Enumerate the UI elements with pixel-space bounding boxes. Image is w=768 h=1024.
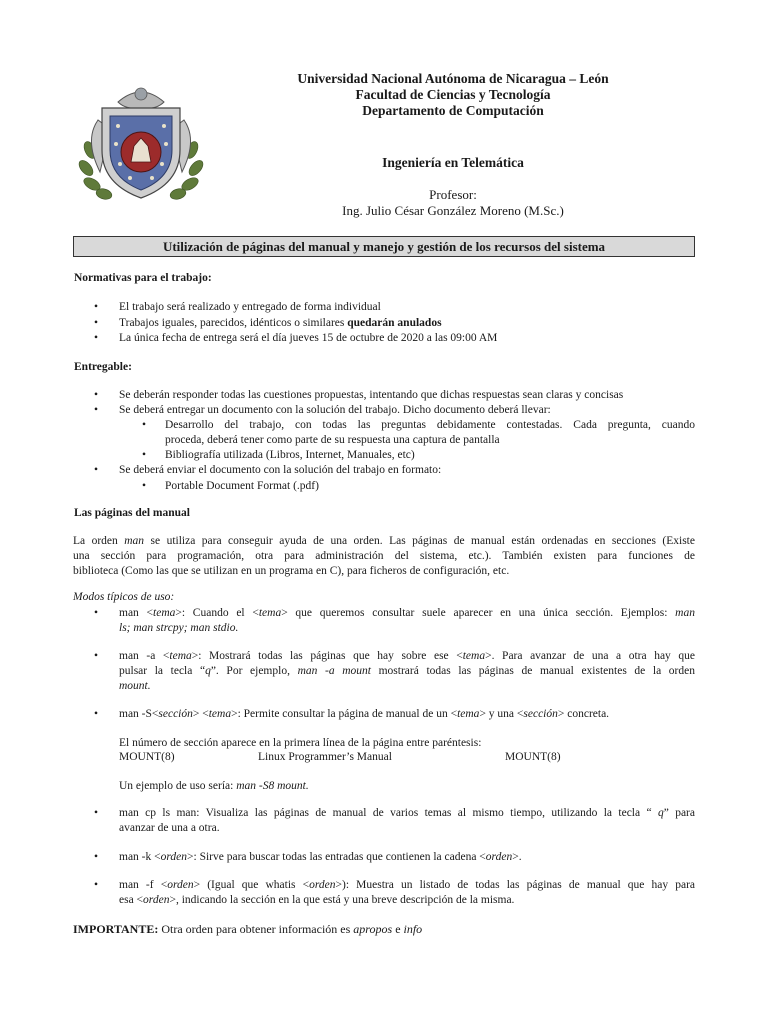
text: Otra orden para obtener información es — [158, 922, 354, 936]
entregable-subitem: Bibliografía utilizada (Libros, Internet, Manuales, etc) — [165, 449, 415, 461]
modos-label: Modos típicos de uso: — [73, 591, 175, 603]
bullet-icon: • — [94, 807, 99, 819]
text: esa < — [119, 894, 144, 906]
text: >. Para avanzar de una a otra hay que — [485, 650, 695, 662]
text: man < — [119, 607, 154, 619]
text: pulsar la tecla “ — [119, 665, 206, 677]
bullet-icon: • — [142, 419, 147, 431]
manual-paragraph-line: una sección para programación, otra para administración del sistema, etc.). También existen para funciones de — [73, 550, 695, 562]
text: >: Sirve para buscar todas las entradas que contienen la cadena < — [187, 851, 486, 863]
bullet-icon: • — [142, 480, 147, 492]
mount-right: MOUNT(8) — [505, 751, 561, 763]
text: man cp ls man: Visualiza las páginas de manual de varios temas al mismo tiempo, utilizando la tecla “ — [119, 807, 658, 819]
text-italic: orden — [160, 851, 188, 863]
important-label: IMPORTANTE: — [73, 922, 159, 936]
text: >, indicando la sección en la que está y una breve descripción de la misma. — [169, 894, 515, 906]
usage-man-a-cont — [119, 664, 695, 679]
usage-man-k — [119, 850, 522, 865]
entregable-subitem: Portable Document Format (.pdf) — [165, 480, 319, 492]
text: >): Muestra un listado de todas las páginas de manual que hay para — [335, 879, 696, 891]
entregable-subitem: Desarrollo del trabajo, con todas las preguntas debidamente contestadas. Cada pregunta, cuando — [165, 419, 695, 431]
text: Un ejemplo de uso sería: — [119, 780, 237, 792]
text-italic: tema — [208, 708, 232, 720]
text-italic: tema — [457, 708, 480, 720]
department-name: Departamento de Computación — [362, 103, 544, 118]
text: mostrará todas las páginas de manual existentes de la orden — [370, 665, 695, 677]
text-italic: tema — [462, 650, 486, 662]
usage-man-a-cont: mount. — [119, 680, 151, 692]
section-note: El número de sección aparece en la primera línea de la página entre paréntesis: — [119, 737, 482, 749]
document-title: Utilización de páginas del manual y manejo y gestión de los recursos del sistema — [162, 239, 606, 254]
text-italic: man — [124, 535, 145, 547]
bullet-icon: • — [94, 317, 99, 329]
text: >: Permite consultar la página de manual de un < — [231, 708, 458, 720]
university-crest-icon — [76, 80, 206, 204]
text-italic: apropos — [353, 922, 393, 936]
text: > < — [192, 708, 209, 720]
usage-man-multi — [119, 806, 695, 821]
text: man -k < — [119, 851, 161, 863]
bullet-icon: • — [94, 332, 99, 344]
usage-man-cont: ls; man strcpy; man stdio. — [119, 622, 239, 634]
professor-label: Profesor: — [429, 187, 477, 202]
usage-example — [119, 779, 309, 794]
entregable-item: Se deberán responder todas las cuestiones propuestas, intentando que dichas respuestas sean claras y concisas — [119, 389, 624, 401]
text-italic: orden — [143, 894, 170, 906]
text-italic: tema — [169, 650, 192, 662]
university-name: Universidad Nacional Autónoma de Nicaragua – León — [297, 71, 609, 86]
text: man -S< — [119, 708, 159, 720]
mount-left: MOUNT(8) — [119, 751, 175, 763]
entregable-subitem-cont: proceda, deberá tener como parte de su respuesta una captura de pantalla — [165, 434, 500, 446]
normativa-item: El trabajo será realizado y entregado de forma individual — [119, 301, 381, 313]
text-italic: q — [657, 807, 664, 819]
text-italic: tema — [258, 607, 282, 619]
text: e — [392, 922, 404, 936]
text: se utiliza para conseguir ayuda de una orden. Las páginas de manual están ordenadas en secciones (Existe — [144, 535, 695, 547]
text: > (Igual que whatis < — [193, 879, 310, 891]
usage-man-f-cont — [119, 893, 514, 908]
bullet-icon: • — [142, 449, 147, 461]
manual-heading: Las páginas del manual — [74, 507, 190, 519]
text: >: Cuando el < — [175, 607, 259, 619]
bullet-icon: • — [94, 879, 99, 891]
usage-man-multi-cont: avanzar de una a otra. — [119, 822, 220, 834]
text: > y una < — [479, 708, 524, 720]
bullet-icon: • — [94, 650, 99, 662]
text: La orden — [73, 535, 125, 547]
text: man -f < — [119, 879, 168, 891]
bullet-icon: • — [94, 708, 99, 720]
text-italic: man — [675, 607, 695, 619]
bullet-icon: • — [94, 389, 99, 401]
program-name: Ingeniería en Telemática — [382, 155, 524, 170]
entregable-item: Se deberá enviar el documento con la solución del trabajo en formato: — [119, 464, 442, 476]
bullet-icon: • — [94, 607, 99, 619]
text-italic: orden — [309, 879, 336, 891]
text-italic: man -a mount — [297, 665, 371, 677]
professor-name: Ing. Julio César González Moreno (M.Sc.) — [342, 203, 564, 218]
text-italic: man -S8 mount. — [236, 780, 309, 792]
text: > concreta. — [557, 708, 610, 720]
text-italic: orden — [485, 851, 513, 863]
text-italic: orden — [167, 879, 194, 891]
entregable-heading: Entregable: — [74, 361, 132, 373]
text-italic: sección — [158, 708, 193, 720]
text: man -a < — [119, 650, 170, 662]
normativas-heading: Normativas para el trabajo: — [74, 272, 212, 284]
text: >: Mostrará todas las páginas que hay sobre ese < — [191, 650, 463, 662]
document-title-box — [73, 236, 695, 257]
text: ”. Por ejemplo, — [210, 665, 298, 677]
text: ” para — [663, 807, 695, 819]
bullet-icon: • — [94, 404, 99, 416]
text: > que queremos consultar suele aparecer en una única sección. Ejemplos: — [281, 607, 676, 619]
usage-man-f — [119, 878, 695, 893]
manual-paragraph-line: biblioteca (Como las que se utilizan en un programa en C), para ficheros de configuración, etc. — [73, 565, 510, 577]
entregable-item: Se deberá entregar un documento con la solución del trabajo. Dicho documento deberá llevar: — [119, 404, 551, 416]
normativa-item-bold: quedarán anulados — [347, 317, 442, 329]
usage-man-s — [119, 707, 609, 722]
bullet-icon: • — [94, 851, 99, 863]
bullet-icon: • — [94, 464, 99, 476]
normativa-item: La única fecha de entrega será el día jueves 15 de octubre de 2020 a las 09:00 AM — [119, 332, 498, 344]
faculty-name: Facultad de Ciencias y Tecnología — [355, 87, 551, 102]
text-italic: q — [205, 665, 211, 677]
manual-paragraph-line — [73, 534, 695, 549]
usage-man-a — [119, 649, 695, 664]
important-note — [73, 922, 422, 937]
normativa-item — [119, 316, 442, 331]
text-italic: sección — [523, 708, 558, 720]
mount-middle: Linux Programmer’s Manual — [258, 751, 392, 763]
usage-man — [119, 606, 695, 621]
normativa-item-text: Trabajos iguales, parecidos, idénticos o similares — [119, 317, 348, 329]
text-italic: info — [403, 922, 423, 936]
bullet-icon: • — [94, 301, 99, 313]
text-italic: tema — [153, 607, 176, 619]
text: >. — [512, 851, 522, 863]
